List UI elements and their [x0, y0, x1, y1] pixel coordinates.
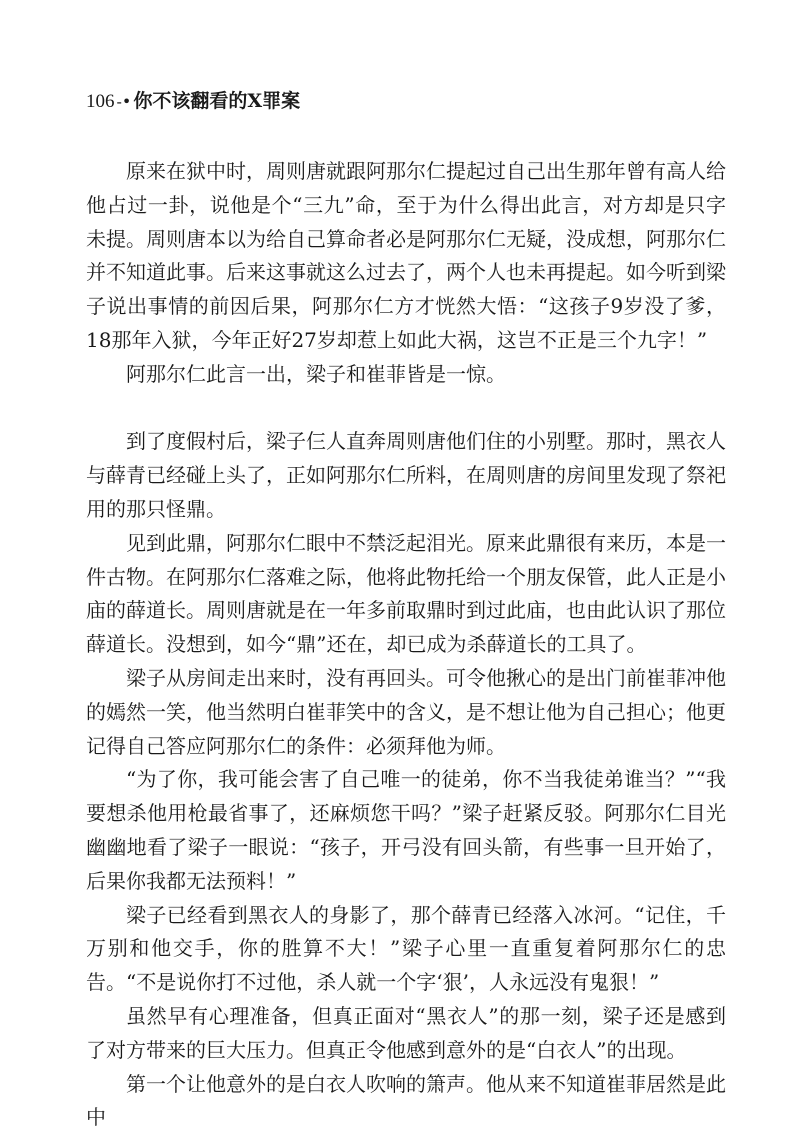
paragraph: “为了你，我可能会害了自己唯一的徒弟，你不当我徒弟谁当？”“我要想杀他用枪最省事了，还麻烦您干吗？”梁子赶紧反驳。阿那尔仁目光幽幽地看了梁子一眼说：“孩子，开弓没有回头箭，有些事一旦开始了，后果你我都无法预料！” [86, 767, 726, 893]
paragraph: 阿那尔仁此言一出，梁子和崔菲皆是一惊。 [126, 361, 506, 386]
paragraph: 梁子已经看到黑衣人的身影了，那个薛青已经落入冰河。“记住，千万别和他交手，你的胜算不大！”梁子心里一直重复着阿那尔仁的忠告。“不是说你打不过他，杀人就一个字‘狠’，人永远没有鬼狠！” [86, 902, 726, 995]
paragraph: 梁子从房间走出来时，没有再回头。可令他揪心的是出门前崔菲冲他的嫣然一笑，他当然明白崔菲笑中的含义，是不想让他为自己担心；他更记得自己答应阿那尔仁的条件：必须拜他为师。 [86, 665, 726, 758]
paragraph: 到了度假村后，梁子仨人直奔周则唐他们住的小别墅。那时，黑衣人与薛青已经碰上头了，正如阿那尔仁所料，在周则唐的房间里发现了祭祀用的那只怪鼎。 [86, 429, 726, 521]
book-title: 你不该翻看的X罪案 [133, 90, 301, 112]
section-break [86, 392, 726, 426]
paragraph: 虽然早有心理准备，但真正面对“黑衣人”的那一刻，梁子还是感到了对方带来的巨大压力。但真正令他感到意外的是“白衣人”的出现。 [86, 1003, 726, 1062]
paragraph: 见到此鼎，阿那尔仁眼中不禁泛起泪光。原来此鼎很有来历，本是一件古物。在阿那尔仁落难之际，他将此物托给一个朋友保管，此人正是小庙的薛道长。周则唐就是在一年多前取鼎时到过此庙，也由此认识了那位薛道长。没想到，如今“鼎”还在，却已成为杀薛道长的工具了。 [86, 530, 726, 657]
header-arrow-icon: -• [116, 92, 132, 111]
paragraph: 第一个让他意外的是白衣人吹响的箫声。他从来不知道崔菲居然是此中 [86, 1071, 726, 1130]
page-body [86, 155, 726, 1135]
running-header [86, 88, 300, 115]
paragraph: 原来在狱中时，周则唐就跟阿那尔仁提起过自己出生那年曾有高人给他占过一卦，说他是个“三九”命，至于为什么得出此言，对方却是只字未提。周则唐本以为给自己算命者必是阿那尔仁无疑，没成想，阿那尔仁并不知道此事。后来这事就这么过去了，两个人也未再提起。如今听到梁子说出事情的前因后果，阿那尔仁方才恍然大悟：“这孩子9岁没了爹，18那年入狱，今年正好27岁却惹上如此大祸，这岂不正是三个九字！” [86, 159, 726, 352]
page-number: 106 [86, 91, 115, 112]
